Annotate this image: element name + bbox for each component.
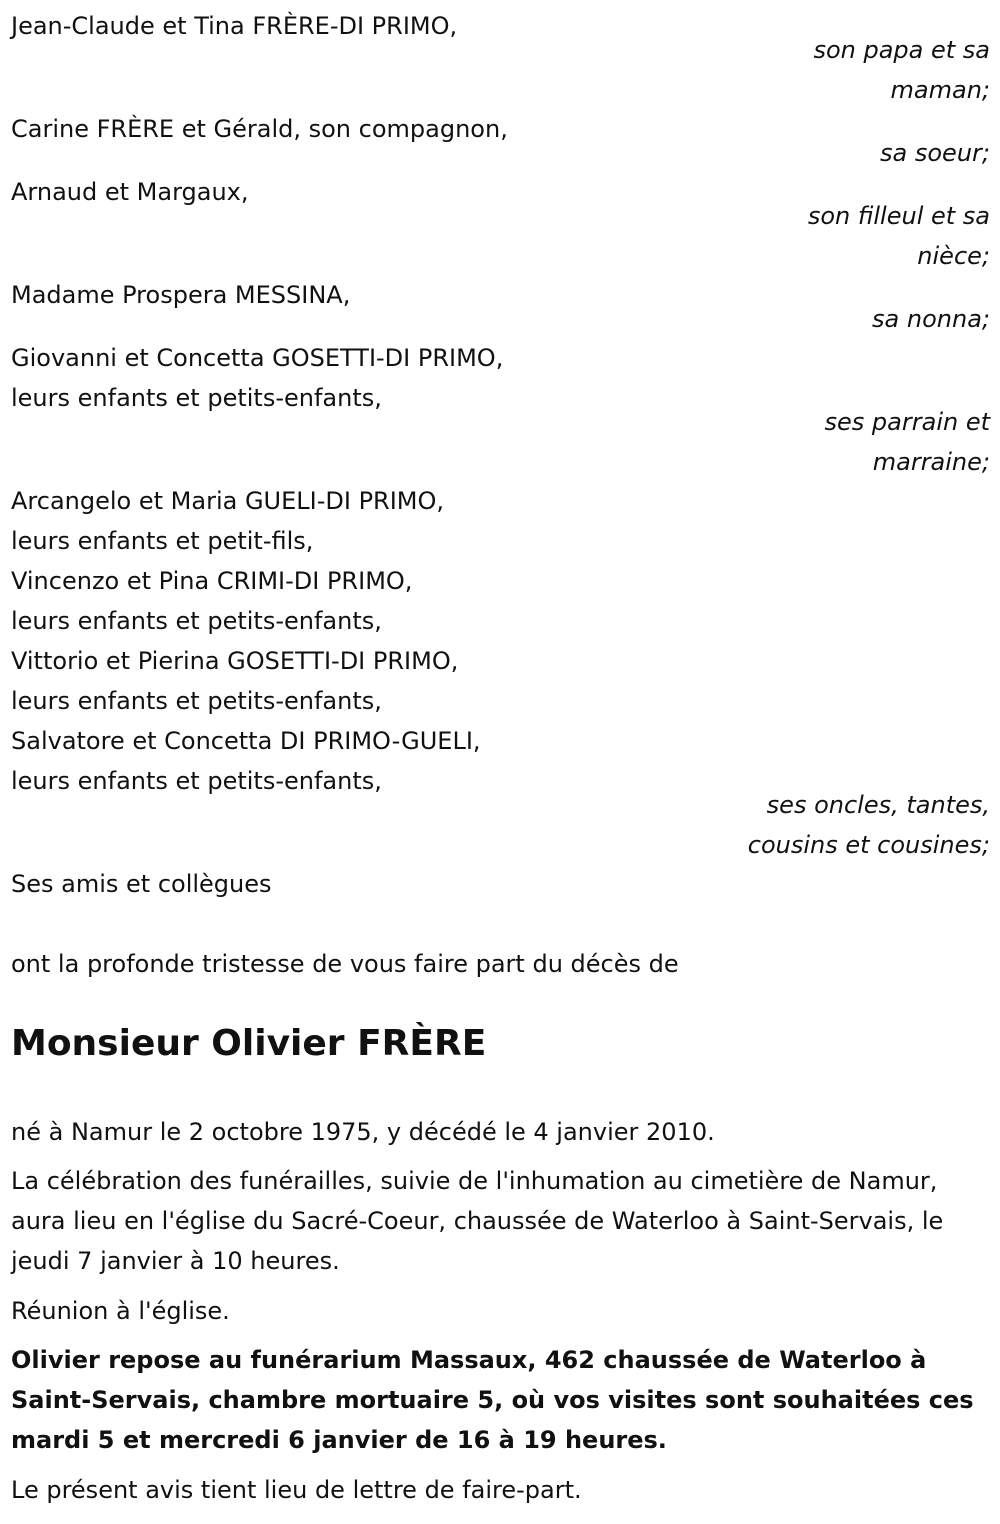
relation-line: son papa et sa (813, 36, 990, 64)
family-line: Jean-Claude et Tina FRÈRE-DI PRIMO, (11, 12, 458, 40)
announcement: ont la profonde tristesse de vous faire part du décès de (11, 950, 679, 978)
family-line: Arcangelo et Maria GUELI-DI PRIMO, (11, 487, 445, 515)
closing-note: Le présent avis tient lieu de lettre de faire-part. (11, 1476, 582, 1504)
family-line: Ses amis et collègues (11, 870, 272, 898)
relation-line: ses oncles, tantes, (766, 791, 990, 819)
visits-paragraph: Olivier repose au funérarium Massaux, 462 chaussée de Waterloo à Saint-Servais, chambre mortuaire 5, où vos visites sont souhaitées ces mardi 5 et mercredi 6 janvier de 16 à 19 heures. (11, 1346, 974, 1454)
relation-line: sa soeur; (880, 139, 990, 167)
meeting-note: Réunion à l'église. (11, 1297, 230, 1325)
family-line: Carine FRÈRE et Gérald, son compagnon, (11, 115, 508, 143)
relation-line: son filleul et sa (807, 202, 990, 230)
relation-line: sa nonna; (872, 305, 990, 333)
family-line: Giovanni et Concetta GOSETTI-DI PRIMO, (11, 344, 504, 372)
family-line: Vittorio et Pierina GOSETTI-DI PRIMO, (11, 647, 459, 675)
relation-line: nièce; (917, 242, 990, 270)
family-line: leurs enfants et petits-enfants, (11, 384, 382, 412)
family-line: Madame Prospera MESSINA, (11, 281, 351, 309)
relation-line: maman; (890, 76, 990, 104)
ceremony-paragraph: La célébration des funérailles, suivie de l'inhumation au cimetière de Namur, aura lieu en l'église du Sacré-Coeur, chaussée de Waterloo à Saint-Servais, le jeudi 7 janvier à 10 heures. (11, 1167, 944, 1275)
family-line: leurs enfants et petit-fils, (11, 527, 314, 555)
family-line: leurs enfants et petits-enfants, (11, 767, 382, 795)
family-line: leurs enfants et petits-enfants, (11, 687, 382, 715)
family-line: Arnaud et Margaux, (11, 178, 249, 206)
family-line: Vincenzo et Pina CRIMI-DI PRIMO, (11, 567, 413, 595)
family-line: leurs enfants et petits-enfants, (11, 607, 382, 635)
family-line: Salvatore et Concetta DI PRIMO-GUELI, (11, 727, 481, 755)
relation-line: cousins et cousines; (747, 831, 990, 859)
relation-line: marraine; (872, 448, 990, 476)
birth-death-dates: né à Namur le 2 octobre 1975, y décédé le 4 janvier 2010. (11, 1118, 715, 1146)
deceased-name: Monsieur Olivier FRÈRE (11, 1023, 487, 1064)
relation-line: ses parrain et (824, 408, 990, 436)
